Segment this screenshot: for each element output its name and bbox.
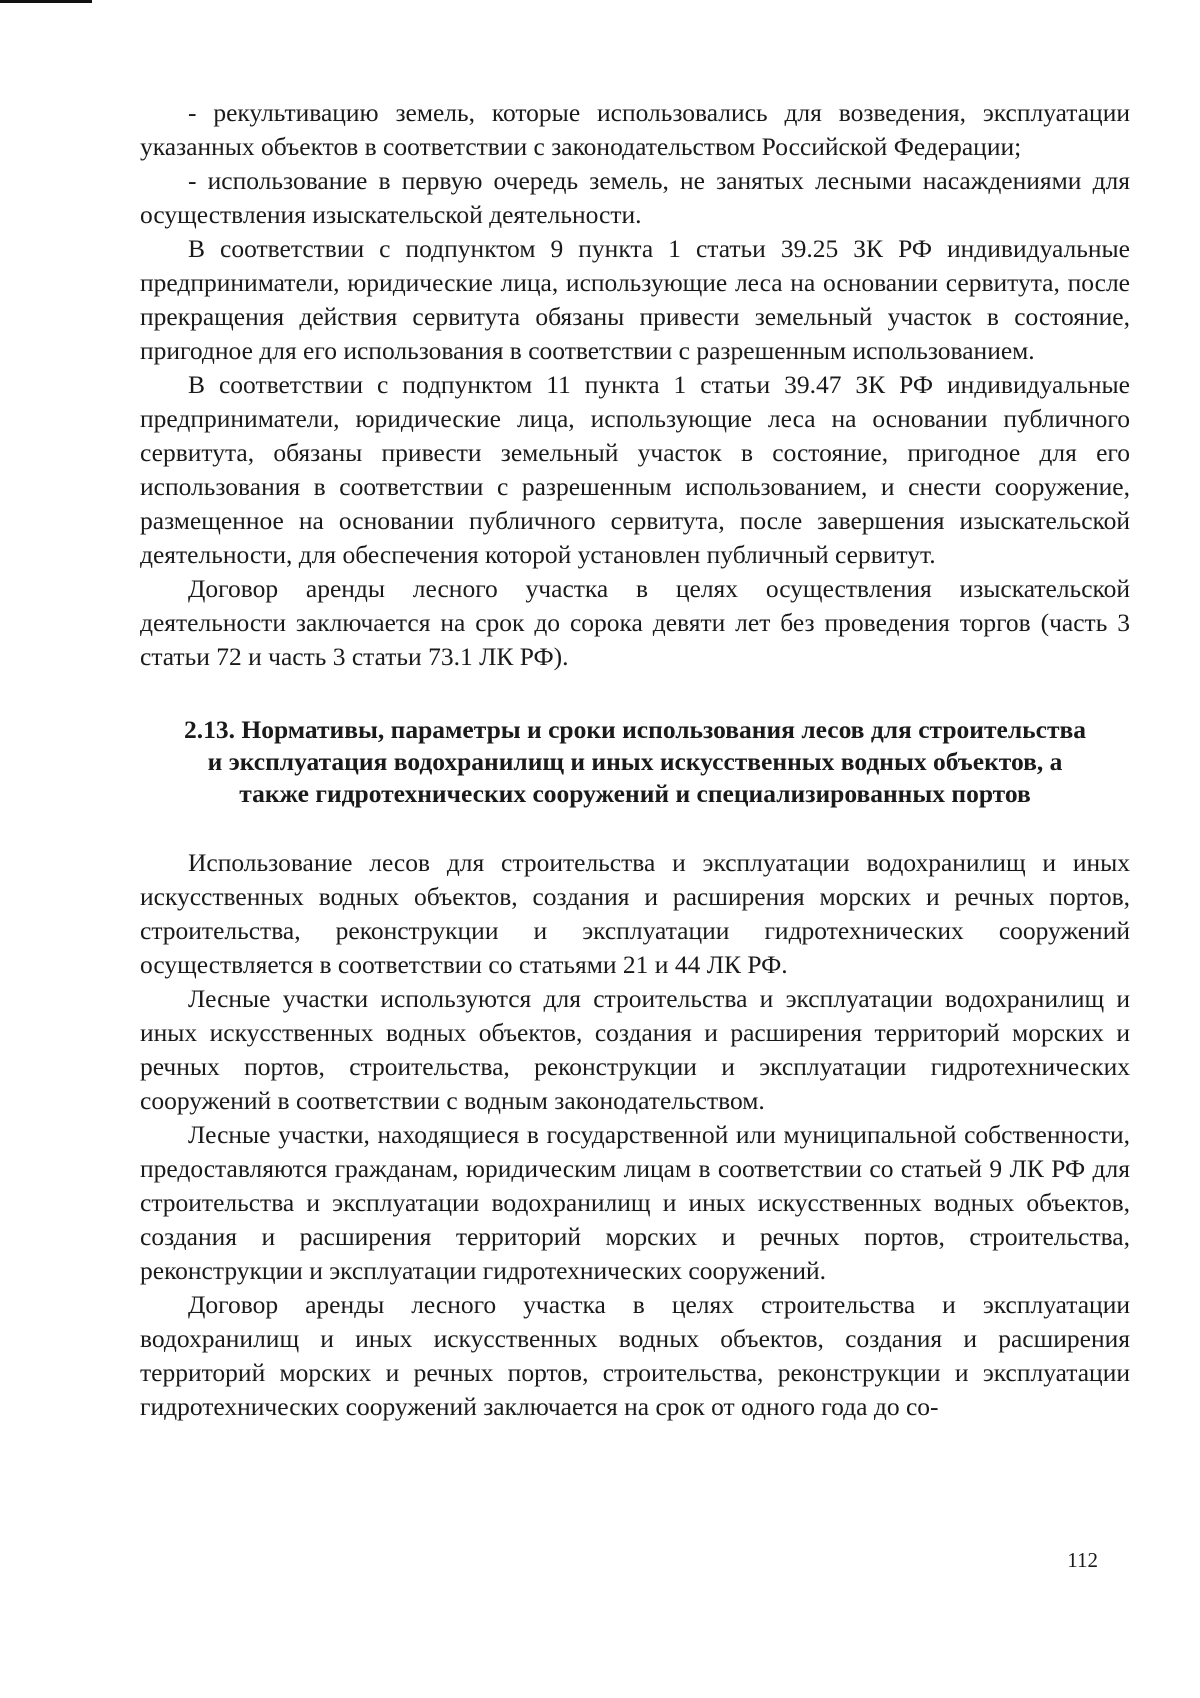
paragraph-lease-survey: Договор аренды лесного участка в целях осуществления изыскательской деятельности заключается на срок до сорока девяти лет без проведения торгов (часть 3 статьи 72 и часть 3 статьи 73.1 ЛК РФ). [140,574,1130,671]
paragraph-lease-construction: Договор аренды лесного участка в целях строительства и эксплуатации водохранилищ и иных искусственных водных объектов, создания и расширения территорий морских и речных портов, строительства, реконструкции и эксплуатации гидротехнических сооружений заключается на срок от одного года до со- [140,1290,1130,1421]
section-heading: 2.13. Нормативы, параметры и сроки использования лесов для строительства и эксплуатация водохранилищ и иных искусственных водных объектов, а также гидротехнических сооружений и специализированных портов [183,715,1086,808]
paragraph-servitude: В соответствии с подпунктом 9 пункта 1 статьи 39.25 ЗК РФ индивидуальные предприниматели, юридические лица, использующие леса на основании сервитута, после прекращения действия сервитута обязаны привести земельный участок в состояние, пригодное для его использования в соответствии с разрешенным использованием. [140,234,1130,365]
paragraph-public-servitude: В соответствии с подпунктом 11 пункта 1 статьи 39.47 ЗК РФ индивидуальные предприниматели, юридические лица, использующие леса на основании публичного сервитута, обязаны привести земельный участок в состояние, пригодное для его использования в соответствии с разрешенным использованием, и снести сооружение, размещенное на основании публичного сервитута, после завершения изыскательской деятельности, для обеспечения которой установлен публичный сервитут. [140,370,1130,569]
paragraph-land-priority: - использование в первую очередь земель, не занятых лесными насаждениями для осуществления изыскательской деятельности. [140,166,1130,229]
paragraph-reclamation: - рекультивацию земель, которые использовались для возведения, эксплуатации указанных объектов в соответствии с законодательством Российской Федерации; [140,98,1130,161]
page-number: 112 [1067,1548,1098,1572]
document-page [140,96,1130,1424]
paragraph-forest-use: Использование лесов для строительства и эксплуатации водохранилищ и иных искусственных водных объектов, создания и расширения морских и речных портов, строительства, реконструкции и эксплуатации гидротехнических сооружений осуществляется в соответствии со статьями 21 и 44 ЛК РФ. [140,848,1130,979]
paragraph-forest-plots-use: Лесные участки используются для строительства и эксплуатации водохранилищ и иных искусственных водных объектов, создания и расширения территорий морских и речных портов, строительства, реконструкции и эксплуатации гидротехнических сооружений в соответствии с водным законодательством. [140,984,1130,1115]
scan-edge-mark [0,0,92,3]
paragraph-forest-plots-provision: Лесные участки, находящиеся в государственной или муниципальной собственности, предоставляются гражданам, юридическим лицам в соответствии со статьей 9 ЛК РФ для строительства и эксплуатации водохранилищ и иных искусственных водных объектов, создания и расширения территорий морских и речных портов, строительства, реконструкции и эксплуатации гидротехнических сооружений. [140,1120,1130,1285]
